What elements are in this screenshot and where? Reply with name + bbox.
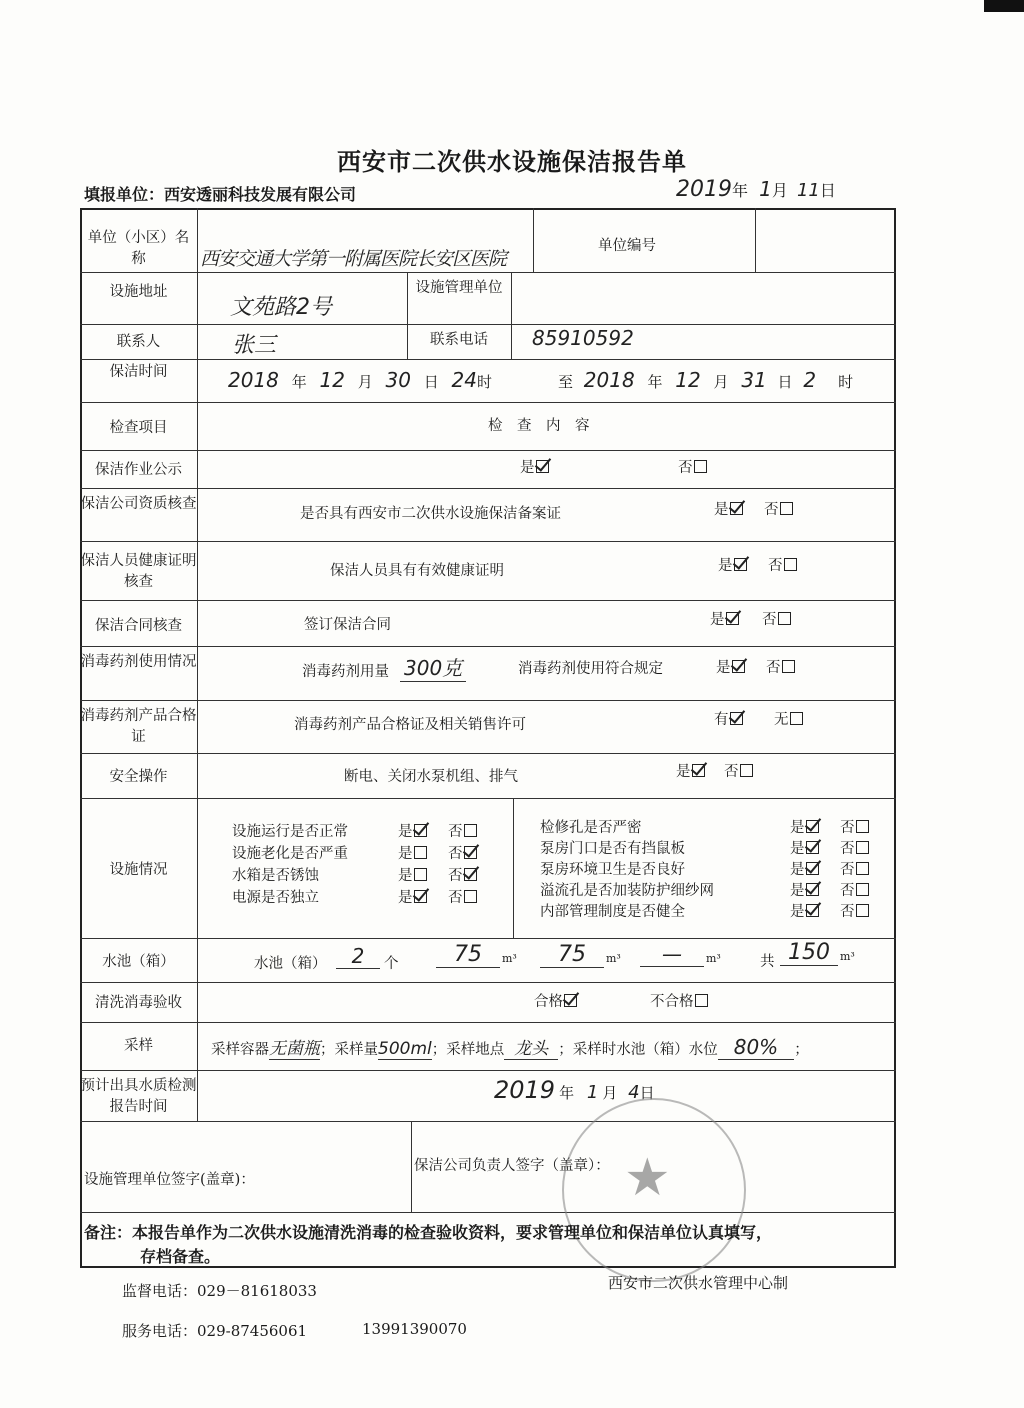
mgmt-signature-label: 设施管理单位签字(盖章)： bbox=[84, 1172, 255, 1188]
tank-text: 水池（箱） bbox=[254, 956, 327, 972]
contact-value: 张三 bbox=[232, 333, 277, 358]
report-time-year-label: 年 bbox=[559, 1084, 575, 1102]
empty-box-icon bbox=[856, 841, 869, 854]
publicity-label: 保洁作业公示 bbox=[95, 462, 182, 478]
sampling-label: 采样 bbox=[124, 1038, 153, 1054]
cert-no bbox=[774, 708, 803, 729]
report-time-month: 1 bbox=[586, 1082, 599, 1103]
acceptance-fail[interactable] bbox=[650, 990, 708, 1011]
disinfect-cert-label: 消毒药剂产品合格证 bbox=[80, 708, 197, 745]
fail-text: 不合格 bbox=[650, 994, 694, 1010]
checked-box-icon bbox=[730, 502, 743, 515]
contract-no[interactable] bbox=[762, 608, 791, 629]
empty-box-icon bbox=[778, 612, 791, 625]
yes-text: 是 bbox=[790, 883, 805, 899]
qualification-text: 是否具有西安市二次供水设施保洁备案证 bbox=[300, 506, 561, 522]
facility-left-question: 电源是否独立 bbox=[232, 890, 319, 906]
company-seal bbox=[562, 1098, 746, 1282]
tank-volume-2: 75 bbox=[540, 942, 604, 968]
tank-unit-2: m³ bbox=[606, 952, 621, 965]
scan-edge bbox=[984, 0, 1024, 12]
health-no[interactable] bbox=[768, 554, 797, 575]
no-text: 否 bbox=[762, 612, 777, 628]
checked-box-icon bbox=[732, 660, 745, 673]
checked-box-icon bbox=[806, 841, 819, 854]
to-day-unit: 日 bbox=[777, 373, 793, 391]
facility-left-yes-option[interactable] bbox=[398, 886, 427, 907]
sampling-line bbox=[211, 1034, 809, 1059]
to-month: 12 bbox=[675, 368, 701, 392]
dose-label: 消毒药剂用量 bbox=[302, 664, 389, 680]
empty-box-icon bbox=[414, 846, 427, 859]
facility-right-question: 内部管理制度是否健全 bbox=[540, 904, 685, 920]
health-label: 保洁人员健康证明核查 bbox=[80, 553, 197, 590]
facility-left-yes-option[interactable] bbox=[398, 820, 427, 841]
empty-box-icon bbox=[856, 862, 869, 875]
health-yes[interactable] bbox=[718, 554, 747, 575]
yes-text: 是 bbox=[398, 824, 413, 840]
sampling-end: ； bbox=[794, 1042, 809, 1058]
facility-left-question: 设施运行是否正常 bbox=[232, 824, 348, 840]
empty-box-icon[interactable] bbox=[790, 712, 803, 725]
empty-box-icon bbox=[464, 824, 477, 837]
tank-volume-1: 75 bbox=[436, 942, 500, 968]
no-text: 否 bbox=[766, 660, 781, 676]
note-line-1: 备注：本报告单作为二次供水设施清洗消毒的检查验收资料，要求管理单位和保洁单位认真填写， bbox=[84, 1223, 773, 1242]
container-value: 无菌瓶 bbox=[269, 1039, 320, 1059]
checked-box-icon bbox=[564, 994, 577, 1007]
no-text: 否 bbox=[840, 883, 855, 899]
no-text: 否 bbox=[724, 764, 739, 780]
checked-box-icon bbox=[806, 862, 819, 875]
to-label: 至 bbox=[558, 373, 574, 391]
from-hour: 24 bbox=[451, 368, 477, 392]
no-text: 否 bbox=[448, 890, 463, 906]
facility-left-no-option[interactable] bbox=[448, 842, 477, 863]
empty-box-icon bbox=[414, 868, 427, 881]
container-label: 采样容器 bbox=[211, 1042, 269, 1058]
facility-right-question: 泵房门口是否有挡鼠板 bbox=[540, 841, 685, 857]
report-table bbox=[80, 208, 896, 1268]
no-text: 否 bbox=[840, 820, 855, 836]
no-text: 否 bbox=[764, 502, 779, 518]
yes-text: 是 bbox=[520, 460, 535, 476]
yes-text: 是 bbox=[718, 558, 733, 574]
facility-right-yes-option[interactable] bbox=[790, 816, 819, 837]
empty-box-icon bbox=[464, 890, 477, 903]
facility-right-no-option[interactable] bbox=[840, 816, 869, 837]
supervise-phone: 监督电话：029－81618033 bbox=[122, 1282, 317, 1300]
to-year: 2018 bbox=[583, 368, 635, 392]
empty-box-icon bbox=[784, 558, 797, 571]
facility-right-no-option[interactable] bbox=[840, 858, 869, 879]
tank-count: 2 bbox=[336, 944, 380, 969]
checked-box-icon bbox=[806, 820, 819, 833]
address-value: 文苑路2号 bbox=[230, 295, 332, 320]
from-year-unit: 年 bbox=[291, 373, 307, 391]
no-text: 否 bbox=[678, 460, 693, 476]
level-label: ；采样时水池（箱）水位 bbox=[558, 1042, 718, 1058]
to-hour: 2 bbox=[803, 368, 817, 392]
cleaner-signature-label: 保洁公司负责人签字（盖章）： bbox=[414, 1158, 610, 1174]
report-time-day-label: 日 bbox=[639, 1084, 655, 1102]
empty-box-icon bbox=[694, 460, 707, 473]
place-label: ；采样地点 bbox=[431, 1042, 505, 1058]
empty-box-icon bbox=[856, 904, 869, 917]
health-text: 保洁人员具有有效健康证明 bbox=[330, 563, 504, 579]
page-title: 西安市二次供水设施保洁报告单 bbox=[337, 147, 687, 176]
no-text: 无 bbox=[774, 712, 789, 728]
seal-star-icon: ★ bbox=[624, 1148, 671, 1208]
from-day-unit: 日 bbox=[423, 373, 439, 391]
no-text: 否 bbox=[448, 846, 463, 862]
to-year-unit: 年 bbox=[647, 373, 663, 391]
from-month: 12 bbox=[319, 368, 345, 392]
facility-left-question: 设施老化是否严重 bbox=[232, 846, 348, 862]
qualification-yes[interactable] bbox=[714, 498, 743, 519]
clean-time-label: 保洁时间 bbox=[109, 364, 168, 380]
place-value: 龙头 bbox=[504, 1039, 558, 1060]
yes-text: 是 bbox=[676, 764, 691, 780]
qualification-no[interactable] bbox=[764, 498, 793, 519]
amount-value: 500ml bbox=[378, 1039, 432, 1059]
no-text: 否 bbox=[840, 904, 855, 920]
report-time-year: 2019 bbox=[494, 1076, 556, 1104]
unit-code-label: 单位编号 bbox=[598, 238, 656, 254]
contract-text: 签订保洁合同 bbox=[304, 617, 391, 633]
checked-box-icon bbox=[734, 558, 747, 571]
clean-time-to bbox=[558, 368, 853, 392]
yes-text: 是 bbox=[398, 890, 413, 906]
tank-total: 150 bbox=[780, 940, 838, 966]
publicity-no[interactable] bbox=[678, 456, 707, 477]
acceptance-pass[interactable] bbox=[534, 990, 577, 1011]
facility-right-question: 泵房环境卫生是否良好 bbox=[540, 862, 685, 878]
facility-left-yes-option[interactable] bbox=[398, 842, 427, 863]
checked-box-icon bbox=[464, 846, 477, 859]
yes-text: 是 bbox=[710, 612, 725, 628]
publicity-yes[interactable] bbox=[520, 456, 549, 477]
report-time-label: 预计出具水质检测报告时间 bbox=[80, 1078, 197, 1115]
facility-right-no-option[interactable] bbox=[840, 879, 869, 900]
report-year: 2019 bbox=[676, 177, 732, 202]
no-text: 否 bbox=[840, 841, 855, 857]
address-label: 设施地址 bbox=[109, 284, 168, 300]
mgmt-unit-label: 设施管理单位 bbox=[415, 280, 503, 296]
contract-yes[interactable] bbox=[710, 608, 739, 629]
level-value: 80% bbox=[718, 1035, 794, 1060]
report-month: 1 bbox=[759, 177, 772, 201]
empty-box-icon bbox=[782, 660, 795, 673]
tank-total-label: 共 bbox=[760, 954, 775, 970]
facility-right-no-option[interactable] bbox=[840, 837, 869, 858]
compliance-yes[interactable] bbox=[716, 656, 745, 677]
compliance-text: 消毒药剂使用符合规定 bbox=[518, 661, 663, 677]
empty-box-icon bbox=[856, 883, 869, 896]
month-label: 月 bbox=[771, 181, 788, 200]
facility-label: 设施情况 bbox=[109, 862, 168, 878]
yes-text: 是 bbox=[790, 841, 805, 857]
yes-text: 是 bbox=[716, 660, 731, 676]
tank-total-unit: m³ bbox=[840, 950, 855, 963]
facility-right-yes-option[interactable] bbox=[790, 879, 819, 900]
note-line-2: 存档备查。 bbox=[140, 1247, 221, 1266]
disinfect-use-label: 消毒药剂使用情况 bbox=[80, 654, 197, 670]
safety-yes[interactable] bbox=[676, 760, 705, 781]
inspect-item-header: 检查项目 bbox=[109, 420, 168, 436]
checked-box-icon bbox=[536, 460, 549, 473]
checked-box-icon bbox=[414, 890, 427, 903]
facility-left-no-option[interactable] bbox=[448, 820, 477, 841]
from-year: 2018 bbox=[228, 368, 279, 392]
facility-left-no-option[interactable] bbox=[448, 886, 477, 907]
safety-no[interactable] bbox=[724, 760, 753, 781]
qualification-label: 保洁公司资质核查 bbox=[80, 496, 197, 512]
checked-box-icon bbox=[464, 868, 477, 881]
facility-right-yes-option[interactable] bbox=[790, 837, 819, 858]
facility-right-question: 检修孔是否严密 bbox=[540, 820, 642, 836]
checked-box-icon bbox=[806, 883, 819, 896]
facility-left-yes-option[interactable] bbox=[398, 864, 427, 885]
report-time-day: 4 bbox=[628, 1082, 640, 1103]
facility-left-question: 水箱是否锈蚀 bbox=[232, 868, 319, 884]
unit-name-value: 西安交通大学第一附属医院长安区医院 bbox=[200, 248, 507, 270]
report-time-month-label: 月 bbox=[602, 1084, 618, 1102]
empty-box-icon bbox=[740, 764, 753, 777]
checked-box-icon bbox=[726, 612, 739, 625]
tank-unit-3: m³ bbox=[706, 952, 721, 965]
dose-value: 300克 bbox=[400, 652, 466, 682]
tank-count-unit: 个 bbox=[384, 956, 399, 972]
facility-right-yes-option[interactable] bbox=[790, 858, 819, 879]
clean-time-from bbox=[228, 368, 492, 392]
yes-text: 是 bbox=[790, 820, 805, 836]
safety-text: 断电、关闭水泵机组、排气 bbox=[344, 769, 518, 785]
service-phone: 服务电话：029-87456061 bbox=[122, 1322, 308, 1340]
from-hour-unit: 时 bbox=[477, 373, 493, 391]
year-label: 年 bbox=[732, 181, 749, 200]
compliance-no[interactable] bbox=[766, 656, 795, 677]
amount-label: ；采样量 bbox=[320, 1042, 378, 1058]
to-day: 31 bbox=[741, 368, 767, 392]
yes-text: 是 bbox=[398, 868, 413, 884]
cert-yes[interactable] bbox=[714, 708, 743, 729]
to-month-unit: 月 bbox=[713, 373, 729, 391]
maker-text: 西安市二次供水管理中心制 bbox=[608, 1274, 789, 1292]
facility-left-no-option[interactable] bbox=[448, 864, 477, 885]
empty-box-icon bbox=[856, 820, 869, 833]
facility-right-yes-option[interactable] bbox=[790, 900, 819, 921]
facility-right-question: 溢流孔是否加装防护细纱网 bbox=[540, 883, 714, 899]
yes-text: 是 bbox=[714, 502, 729, 518]
safety-label: 安全操作 bbox=[109, 769, 168, 785]
yes-text: 是 bbox=[398, 846, 413, 862]
contract-label: 保洁合同核查 bbox=[95, 618, 182, 634]
empty-box-icon bbox=[780, 502, 793, 515]
checked-box-icon bbox=[692, 764, 705, 777]
day-label: 日 bbox=[819, 181, 836, 200]
yes-text: 有 bbox=[714, 712, 729, 728]
pass-text: 合格 bbox=[534, 994, 563, 1010]
unit-name-label: 单位（小区）名 称 bbox=[87, 230, 219, 267]
no-text: 否 bbox=[840, 862, 855, 878]
mobile-phone: 13991390070 bbox=[362, 1320, 467, 1338]
no-text: 否 bbox=[448, 824, 463, 840]
checked-box-icon bbox=[730, 712, 743, 725]
no-text: 否 bbox=[448, 868, 463, 884]
from-month-unit: 月 bbox=[357, 373, 373, 391]
report-day: 11 bbox=[796, 180, 820, 201]
checked-box-icon bbox=[414, 824, 427, 837]
fill-unit: 填报单位：西安透丽科技发展有限公司 bbox=[84, 185, 357, 204]
contact-label: 联系人 bbox=[116, 334, 161, 350]
tank-volume-3: — bbox=[640, 942, 704, 967]
from-day: 30 bbox=[385, 368, 411, 392]
inspect-content-header: 检 查 内 容 bbox=[488, 418, 590, 434]
report-date bbox=[676, 177, 836, 202]
phone-label: 联系电话 bbox=[430, 332, 488, 348]
phone-value: 85910592 bbox=[532, 326, 634, 350]
checked-box-icon bbox=[806, 904, 819, 917]
tank-unit-1: m³ bbox=[502, 952, 517, 965]
yes-text: 是 bbox=[790, 862, 805, 878]
to-hour-unit: 时 bbox=[838, 373, 854, 391]
yes-text: 是 bbox=[790, 904, 805, 920]
empty-box-icon bbox=[695, 994, 708, 1007]
tank-label: 水池（箱） bbox=[102, 954, 175, 970]
acceptance-label: 清洗消毒验收 bbox=[95, 995, 182, 1011]
no-text: 否 bbox=[768, 558, 783, 574]
disinfect-cert-text: 消毒药剂产品合格证及相关销售许可 bbox=[294, 717, 526, 733]
facility-right-no-option[interactable] bbox=[840, 900, 869, 921]
